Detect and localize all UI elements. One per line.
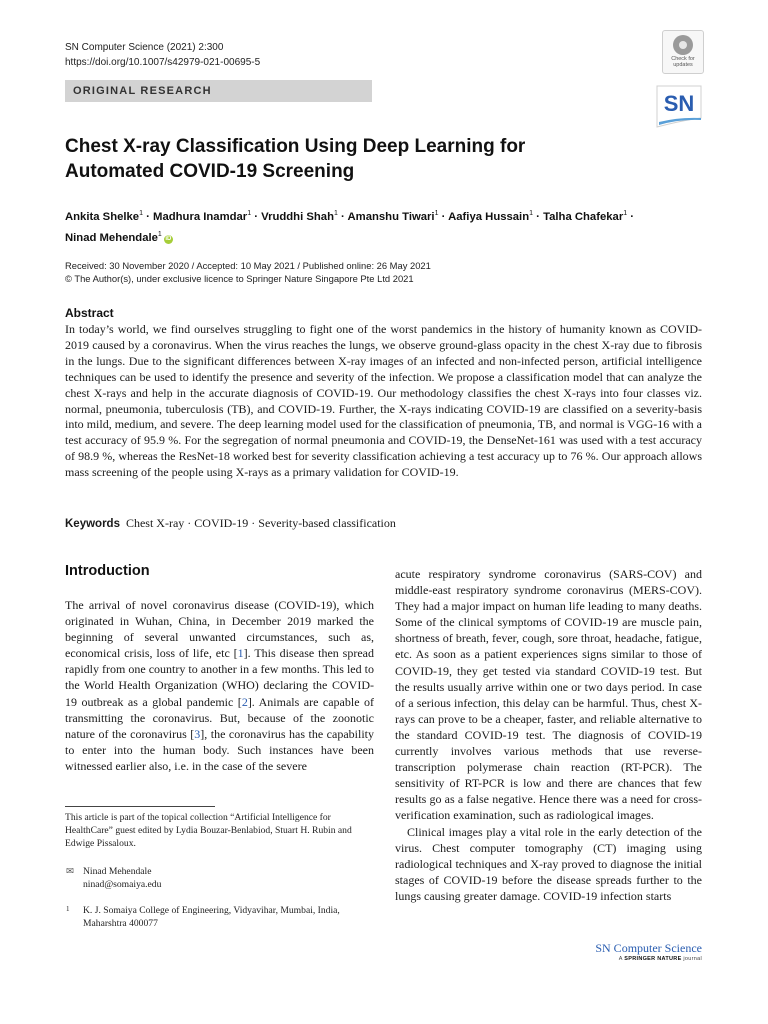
footnote-divider <box>65 806 215 807</box>
journal-footer <box>450 941 702 962</box>
publisher-brand: SPRINGER NATURE <box>624 956 682 962</box>
intro-paragraph: Clinical images play a vital role in the early detection of the virus. Chest computer tomography (CT) imaging using radiological techniques and X-ray proved to diagnose the initial stages of COVID-19 before the disease spreads further to the lungs causing greater damage. COVID-19 infection starts <box>395 824 702 903</box>
author-name[interactable]: Ninad Mehendale <box>65 231 158 244</box>
intro-text-1: The arrival of novel coronavirus disease (COVID-19), which originated in Wuhan, China, in December 2019 marked the beginning of several unwanted circumstances, such as, economical crisis, loss of life, etc [ <box>65 598 374 661</box>
author-affiliation-mark: 1 <box>333 210 338 217</box>
journal-meta <box>65 40 260 70</box>
paper-title: Chest X-ray Classification Using Deep Learning for Automated COVID-19 Screening <box>65 136 526 182</box>
topical-collection-note: This article is part of the topical collection “Artificial Intelligence for HealthCare” guest edited by Lydia Bouzar-Benlabiod, Stuart H. Rubin and Edwige Pissaloux. <box>65 812 352 849</box>
sn-journal-logo <box>654 84 704 128</box>
publisher-suffix: journal <box>683 956 702 962</box>
author-affiliation-mark: 1 <box>157 230 162 238</box>
publisher-prefix: A <box>618 956 623 962</box>
introduction-heading: Introduction <box>65 563 150 579</box>
author-name[interactable]: Amanshu Tiwari <box>347 210 435 223</box>
doi-link[interactable]: https://doi.org/10.1007/s42979-021-00695-5 <box>65 57 261 68</box>
author-affiliation-mark: 1 <box>139 210 143 217</box>
abstract-heading: Abstract <box>65 306 114 320</box>
intro-left-column <box>65 597 374 774</box>
author-affiliation-mark: 1 <box>247 210 252 217</box>
citation-link-1[interactable]: 1 <box>237 646 244 661</box>
journal-citation: SN Computer Science (2021) 2:300 <box>65 42 224 53</box>
footer-journal-name: SN Computer Science <box>595 941 702 955</box>
citation-link-3[interactable]: 3 <box>194 726 201 741</box>
intro-text-3: ]. Animals are capable of transmitting the coronavirus. But, because of the zoonotic nature of the coronavirus [ <box>65 694 374 741</box>
affiliation-number: 1 <box>66 905 70 913</box>
author-name[interactable]: Aafiya Hussain <box>448 210 530 223</box>
author-affiliation-mark: 1 <box>434 210 439 217</box>
orcid-icon[interactable]: iD <box>165 235 172 242</box>
publisher-line <box>450 956 702 962</box>
intro-text-4: ], the coronavirus has the capability to enter into the human body. Such instances have been witnessed earlier also, i.e. in the case of the severe <box>65 726 374 773</box>
keywords-label: Keywords <box>65 518 120 530</box>
dates-line: Received: 30 November 2020 / Accepted: 10 May 2021 / Published online: 26 May 2021 <box>65 260 431 271</box>
updates-text-2: updates <box>673 62 693 68</box>
author-affiliation-mark: 1 <box>529 210 534 217</box>
envelope-icon: ✉ <box>66 867 74 877</box>
keywords <box>65 516 396 531</box>
article-category-bar: ORIGINAL RESEARCH <box>65 80 372 102</box>
author-name[interactable]: Vruddhi Shah <box>261 210 334 223</box>
corresponding-author <box>83 865 161 891</box>
author-name[interactable]: Talha Chafekar <box>543 210 624 223</box>
abstract-text: In today’s world, we find ourselves struggling to fight one of the worst pandemics in the history of humanity known as COVID-2019 caused by a coronavirus. When the virus reaches the lungs, we observe ground-glass opacity in the chest X-ray due to fibrosis in the lungs. Due to the significant differences between X-ray images of an infected and non-infected person, artificial intelligence techniques can be used to identify the presence and severity of the infection. We propose a classification model that can analyze the chest X-rays and help in the accurate diagnosis of COVID-19. Our methodology classifies the chest X-rays into four classes viz. normal, pneumonia, tuberculosis (TB), and COVID-19. Further, the X-rays indicating COVID-19 are classified on a severity-basis into mild, medium, and severe. The deep learning model used for the classification of pneumonia, TB, and normal is VGG-16 with a test accuracy of 95.9 %. For the segregation of normal pneumonia and COVID-19, the DenseNet-161 was used with a test accuracy of 98.9 %, whereas the ResNet-18 worked best for severity classification achieving a test accuracy up to 76 %. Our approach allows mass screening of the people using X-rays as a primary validation for COVID-19. <box>65 322 702 480</box>
keywords-text: Chest X-ray · COVID-19 · Severity-based classification <box>125 516 396 530</box>
intro-right-column <box>395 566 702 904</box>
copyright-line: © The Author(s), under exclusive licence to Springer Nature Singapore Pte Ltd 2021 <box>65 273 414 284</box>
author-affiliation-mark: 1 <box>623 210 628 217</box>
intro-text-2: ]. This disease then spread rapidly from one country to another in a few months. This led to the World Health Organization (WHO) declaring the COVID-19 outbreak as a global pandemic [ <box>65 646 375 709</box>
updates-text-1: Check for <box>671 56 695 62</box>
contact-email[interactable]: ninad@somaiya.edu <box>83 879 162 890</box>
intro-paragraph: acute respiratory syndrome coronavirus (SARS-COV) and middle-east respiratory syndrome coronavirus (MERS-COV). They had a major impact on human life leading to many deaths. Some of the clinical symptoms of COVID-19 are muscle pain, shortness of breath, fever, cough, sore throat, headache, fatigue, etc. As soon as a patient experiences signs similar to those of COVID-19, they get tested via standard COVID-19 test. But the results usually arrive within one or two days period. In case of a serious infection, this delay can be harmful. Thus, chest X-rays can prove to be a cheaper, faster, and reliable alternative to the standard COVID-19 test. The diagnosis of COVID-19 currently involves various methods that use reverse-transcription polymerase chain reaction (RT-PCR). The sensitivity of RT-PCR is low and there are chances that few results go as a false negative. Hence there was a need for cross-verification examination, such as radiological images. <box>395 567 702 823</box>
publication-dates <box>65 259 431 285</box>
citation-link-2[interactable]: 2 <box>241 694 248 709</box>
affiliation-text: K. J. Somaiya College of Engineering, Vidyavihar, Mumbai, India, Maharshtra 400077 <box>83 905 340 929</box>
author-name[interactable]: Ankita Shelke <box>65 210 140 223</box>
check-for-updates-badge[interactable] <box>662 30 704 74</box>
author-list: Ankita Shelke$^1$ · Madhura Inamdar$^1$ · Vruddhi Shah$^1$ · Amanshu Tiwari$^1$ · Aafiya Hussain$^1$ · Talha Chafekar$^1$ · Ninad Mehendale$^1$iD <box>65 210 635 244</box>
contact-name: Ninad Mehendale <box>83 866 152 877</box>
update-icon <box>673 35 693 55</box>
svg-text:SN: SN <box>663 91 695 116</box>
author-name[interactable]: Madhura Inamdar <box>153 210 248 223</box>
